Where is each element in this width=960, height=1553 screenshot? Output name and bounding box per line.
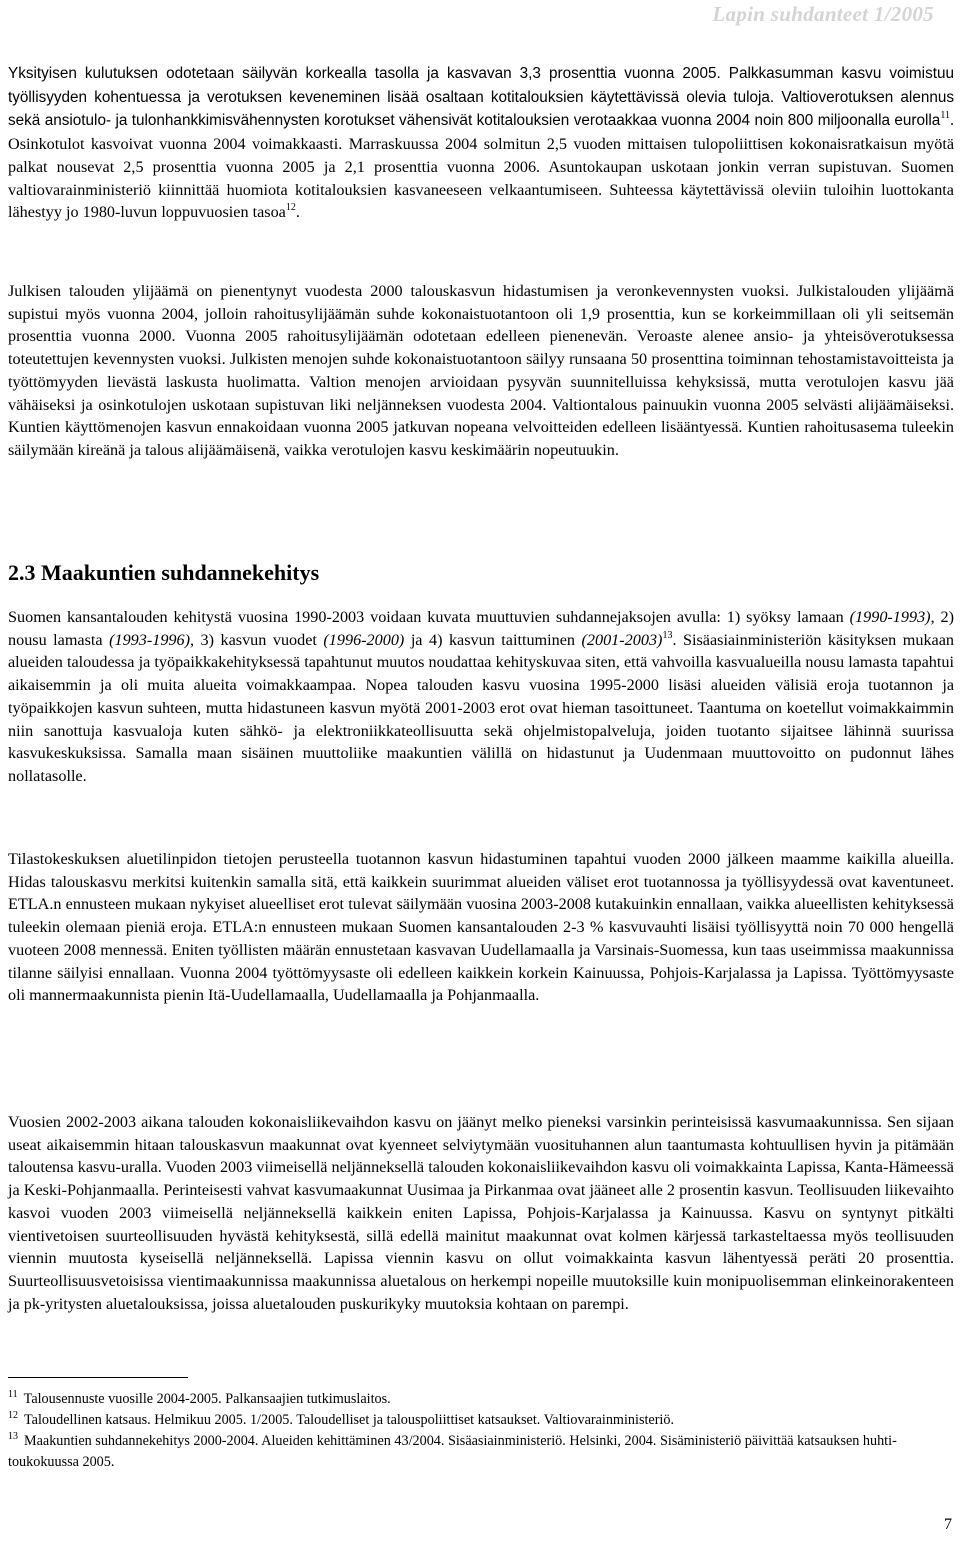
footnote-text: Taloudellinen katsaus. Helmikuu 2005. 1/2005. Taloudelliset ja talouspoliittiset katsaukset. Valtiovarainministeriö. [24,1412,675,1428]
paragraph-text: . [295,203,300,222]
page-number: 7 [944,1516,952,1533]
paragraph-text: . Sisäasiainministeriön käsityksen mukaan alueiden taloudessa ja työpaikkakehityksessä tapahtunut muutos noudattaa kehityskuvaa siten, että vahvoilla kasvualueilla nousu lamasta tapahtui aikaisemmin ja oli muita alueita voimakkaampaa. Nopea talouden kasvu vuosina 1995-2000 lisäsi alueiden välisiä eroja tuotannon ja työpaikkojen kasvun suhteen, mutta hidastuneen kasvun myötä 2001-2003 erot ovat hieman tasoittuneet. Taantuma on koetellut voimakkaimmin niin sanottuja kasvualoja kuten sähkö- ja elektroniikkateollisuutta sekä ohjelmistopalveluja, joiden tuotanto sijaitsee lähinnä suurissa kasvukeskuksissa. Samalla maan sisäinen muuttoliike maakuntien välillä on hidastunut ja Uudenmaan muuttovoitto on pudonnut lähes nollatasolle. [8,630,954,785]
paragraph-text: Suomen kansantalouden kehitystä vuosina 1990-2003 voidaan kuvata muuttuvien suhdannejaksojen avulla: 1) syöksy lamaan [8,608,850,626]
running-header: Lapin suhdanteet 1/2005 [712,2,934,26]
paragraph-text: Tilastokeskuksen aluetilinpidon tietojen perusteella tuotannon kasvun hidastuminen tapahtui vuoden 2000 jälkeen maamme kaikilla alueilla. Hidas talouskasvu merkitsi kuitenkin samalla sitä, että kaikkein suurimmat alueiden väliset erot tuotannossa ja työllisyydessä ovat kaventuneet. ETLA.n ennusteen mukaan nykyiset alueelliset erot tulevat säilymään vuosina 2003-2008 kutakuinkin ennallaan, vaikka alueellisten kehityksessä tuleekin olemaan pieniä eroja. ETLA:n ennusteen mukaan Suomen kansantalouden 2-3 % kasvuvauhti lisäisi työllisyyttä noin 70 000 hengellä vuoteen 2008 mennessä. Eniten työllisten määrän ennustetaan kasvavan Uudellamaalla ja Varsinais-Suomessa, kun taas useimmissa maakunnissa tilanne säilyisi ennallaan. Vuonna 2004 työttömyysaste oli edelleen kaikkein korkein Kainuussa, Pohjois-Karjalassa ja Lapissa. Työttömyysaste oli mannermaakunnista pienin Itä-Uudellamaalla, Uudellamaalla ja Pohjanmaalla. [8,850,954,1005]
period-label: (1993-1996) [109,630,191,649]
footnotes [8,1389,954,1473]
footnote-13 [8,1431,954,1473]
paragraph-text: Vuosien 2002-2003 aikana talouden kokonaisliikevaihdon kasvu on jäänyt melko pieneksi varsinkin perinteisissä kasvumaakunnissa. Sen sijaan useat aikaisemmin hitaan talouskasvun maakunnat ovat kyenneet selviytymään vuosituhannen alun taantumasta kohtuullisen hyvin ja pitämään taloutensa kasvu-uralla. Vuoden 2003 viimeisellä neljänneksellä talouden kokonaisliikevaihdon kasvu oli voimakkainta Lapissa, Kanta-Hämeessä ja Keski-Pohjanmaalla. Perinteisesti vahvat kasvumaakunnat Uusimaa ja Pirkanmaa ovat jääneet alle 2 prosentin kasvun. Teollisuuden liikevaihto kasvoi vuoden 2003 viimeisellä neljänneksellä kaikkein eniten Lapissa, Pohjois-Karjalassa ja Kainuussa. Kasvu on syntynyt pitkälti vientivetoisen suurteollisuuden hyvästä kehityksestä, sillä edellä mainitut maakunnat ovat kolmen kärjessä tarkasteltaessa myös teollisuuden viennin muutosta kyseisellä neljänneksellä. Lapissa viennin kasvu on ollut voimakkainta kasvun lähentyessä peräti 20 prosenttia. Suurteollisuusvetoisissa vientimaakunnissa maakunnissa aluetalous on herkempi nopeille muutoksille kuin monipuolisemman elinkeinorakenteen ja pk-yritysten aluetalouksissa, joissa aluetalouden puskurikyky muutoksia kohtaan on parempi. [8,1113,954,1313]
section-heading: 2.3 Maakuntien suhdannekehitys [8,560,320,585]
footnote-number: 13 [8,1431,18,1442]
paragraph-turnover [8,1111,954,1315]
period-label: (2001-2003) [581,630,663,649]
paragraph-regional-accounts [8,848,954,1007]
footnote-number: 11 [8,1389,18,1400]
paragraph-text: , 3) kasvun vuodet [190,630,324,649]
footnote-ref: 11 [940,110,950,122]
footnote-12 [8,1410,954,1431]
paragraph-text: . Osinkotulot kasvoivat vuonna 2004 voimakkaasti. Marraskuussa 2004 solmitun 2,5 vuoden mittaisen tulopoliittisen kokonaisratkaisun myötä palkat nousevat 2,5 prosenttia vuonna 2005 ja 2,1 prosenttia vuonna 2006. Asuntokaupan uskotaan jonkin verran supistuvan. Suomen valtiovarainministeriö kiinnittää huomiota kotitalouksien kasvaneeseen velkaantumiseen. Suhteessa käytettävissä oleviin tuloihin luottokanta lähestyy jo 1980-luvun loppuvuosien tasoa [8,111,954,222]
footnote-text: Talousennuste vuosille 2004-2005. Palkansaajien tutkimuslaitos. [23,1391,391,1407]
footnote-ref: 13 [662,629,673,641]
footnote-11 [8,1389,954,1410]
paragraph-text: ja 4) kasvun taittuminen [404,630,582,649]
paragraph-text: Julkisen talouden ylijäämä on pienentynyt vuodesta 2000 talouskasvun hidastumisen ja veronkevennysten vuoksi. Julkistalouden ylijäämä supistui myös vuonna 2004, jolloin rahoitusylijäämän suhde kokonaistuotantoon oli 1,9 prosenttia, kun se korkeimmillaan oli yli seitsemän prosenttia vuonna 2000. Vuonna 2005 rahoitusylijäämän odotetaan edelleen pienenevän. Veroaste alenee ansio- ja yhteisöverotuksessa toteutettujen kevennysten vuoksi. Julkisten menojen suhde kokonaistuotantoon säilyy runsaana 50 prosenttina toiminnan tehostamistavoitteista ja työttömyyden lievästä laskusta huolimatta. Valtion menojen arvioidaan pysyvän suunnitelluissa kehyksissä, mutta verotulojen kasvu jää vähäiseksi ja osinkotulojen uskotaan supistuvan liki neljänneksen vuodesta 2004. Valtiontalous painuukin vuonna 2005 selvästi alijäämäiseksi. Kuntien käyttömenojen kasvun ennakoidaan vuonna 2005 jatkuvan nopeana velvoitteiden edelleen lisääntyessä. Kuntien rahoitusasema tuleekin säilymään kireänä ja talous alijäämäisenä, vaikka verotulojen kasvu keskimäärin nopeutuukin. [8,282,954,459]
period-label: (1990-1993) [849,608,931,626]
paragraph-public-finances [8,280,954,462]
period-label: (1996-2000) [323,630,405,649]
footnote-number: 12 [8,1410,18,1421]
paragraph-text: , 2) nousu lamasta [8,608,954,649]
paragraph-text: Yksityisen kulutuksen odotetaan säilyvän korkealla tasolla ja kasvavan 3,3 prosenttia vuonna 2005. Palkkasumman kasvu voimistuu työllisyyden kohentuessa ja verotuksen keveneminen lisää osaltaan kotitalouksien käytettävissä olevia tuloja. Valtioverotuksen alennus sekä ansiotulo- ja tulonhankkimisvähennysten korotukset vähensivät kotitalouksien verotaakkaa vuonna 2004 noin 800 miljoonalla eurolla [8,65,954,130]
footnote-ref: 12 [285,202,296,214]
paragraph-household-consumption [8,62,954,224]
paragraph-regional-cycles [8,606,954,788]
footnote-separator [8,1377,188,1378]
footnote-text: Maakuntien suhdannekehitys 2000-2004. Alueiden kehittäminen 43/2004. Sisäasiainministeriö. Helsinki, 2004. Sisäministeriö päivittää katsauksen huhti-toukokuussa 2005. [8,1433,897,1470]
